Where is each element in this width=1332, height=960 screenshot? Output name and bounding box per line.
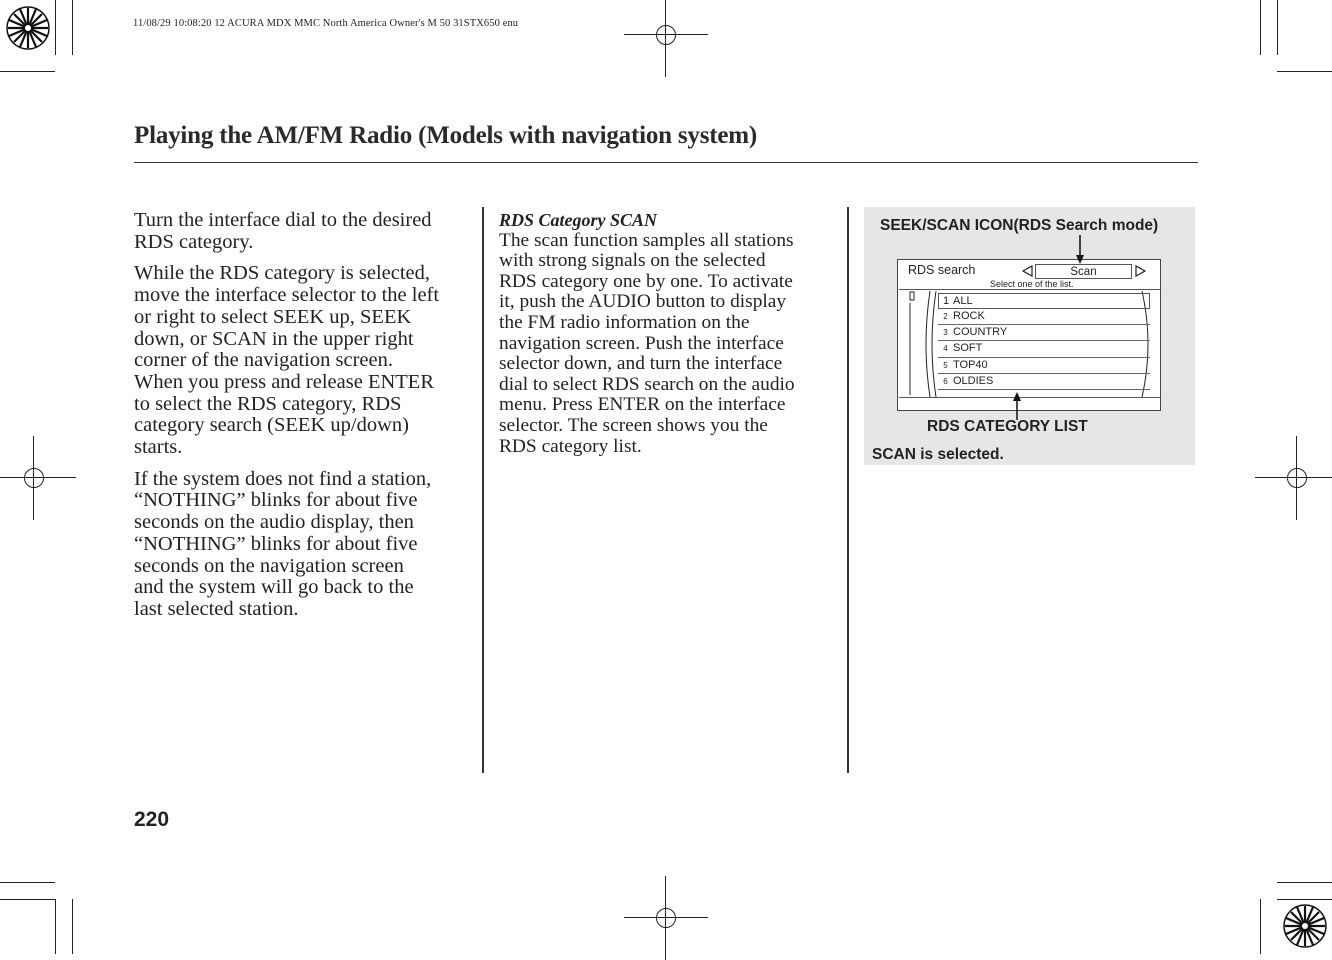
page-title: Playing the AM/FM Radio (Models with navigation system) (134, 122, 758, 149)
list-item: 6 OLDIES (938, 374, 1150, 390)
title-rule (134, 162, 1198, 163)
registration-mark-icon (624, 0, 708, 77)
section-subheading: RDS Category SCAN (499, 210, 658, 230)
list-item: 5 TOP40 (938, 358, 1150, 374)
list-item: 1 ALL (938, 293, 1150, 309)
seek-down-icon (1022, 265, 1034, 277)
figure-callout-label: SEEK/SCAN ICON(RDS Search mode) (880, 217, 1159, 234)
paragraph: Turn the interface dial to the desired RDS category. (134, 209, 432, 253)
screen-subtitle: Select one of the list. (990, 279, 1074, 289)
paragraph: While the RDS category is selected, move the interface selector to the left or right to select SEEK up, SEEK down, or SCAN in the upper right corner of the navigation screen. When you press and release ENTER to select the RDS category, RDS category search (SEEK up/down) starts. (134, 262, 440, 459)
registration-mark-icon (0, 436, 76, 520)
column-left (134, 210, 474, 631)
list-item: 4 SOFT (938, 341, 1150, 357)
figure-callout-label: RDS CATEGORY LIST (927, 418, 1088, 435)
scan-button: Scan (1035, 264, 1132, 279)
seek-up-icon (1134, 265, 1146, 277)
paragraph: The scan function samples all stations with strong signals on the selected RDS category one by one. To activate it, push the AUDIO button to display the FM radio information on the navigation screen. Push the interface selector down, and turn the interface dial to select RDS search on the audio menu. Press ENTER on the interface selector. The screen shows you the RDS category list. (499, 229, 795, 457)
starburst-mark-icon (5, 5, 51, 51)
registration-mark-icon (624, 876, 708, 960)
navigation-screen-illustration (897, 259, 1161, 411)
screen-title: RDS search (908, 263, 976, 277)
column-divider (482, 207, 484, 773)
page-number: 220 (134, 808, 170, 831)
callout-arrow-icon (1007, 392, 1027, 420)
registration-mark-icon (1255, 436, 1332, 520)
figure-caption: SCAN is selected. (872, 446, 1004, 463)
list-item: 3 COUNTRY (938, 325, 1150, 341)
column-middle (499, 210, 829, 467)
print-header: 11/08/29 10:08:20 12 ACURA MDX MMC North America Owner's M 50 31STX650 enu (133, 18, 519, 29)
starburst-mark-icon (1282, 903, 1328, 949)
callout-arrow-icon (1070, 235, 1090, 265)
rds-category-list (938, 293, 1150, 390)
column-divider (847, 207, 849, 773)
list-item: 2 ROCK (938, 309, 1150, 325)
paragraph: If the system does not find a station, “NOTHING” blinks for about five seconds on the audio display, then “NOTHING” blinks for about five seconds on the navigation screen and the system will go back to the last selected station. (134, 467, 432, 620)
